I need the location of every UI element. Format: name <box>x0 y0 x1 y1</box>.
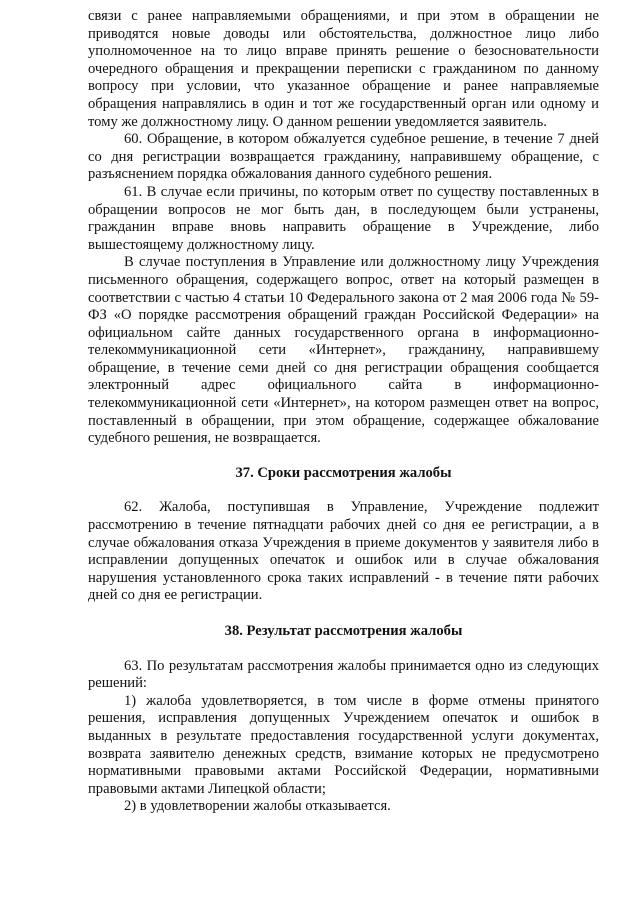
paragraph-60: 60. Обращение, в котором обжалуется судебное решение, в течение 7 дней со дня регистрации возвращается гражданину, направившему обращение, с разъяснением порядка обжалования данного судебного решения. <box>88 131 599 183</box>
paragraph-63-item-2: 2) в удовлетворении жалобы отказывается. <box>124 798 391 815</box>
paragraph-61-b: В случае поступления в Управление или должностному лицу Учреждения письменного обращения, содержащего вопрос, ответ на который размещен в соответствии с частью 4 статьи 10 Федерального закона от 2 мая 2006 года № 59-ФЗ «О порядке рассмотрения обращений граждан Российской Федерации» на официальном сайте данных государственного органа в информационно-телекоммуникационной сети «Интернет», гражданину, направившему обращение, в течение семи дней со дня регистрации обращения сообщается электронный адрес официального сайта в информационно-телекоммуникационной сети «Интернет», на котором размещен ответ на вопрос, поставленный в обращении, при этом обращение, содержащее обжалование судебного решения, не возвращается. <box>88 254 599 447</box>
paragraph-61: 61. В случае если причины, по которым ответ по существу поставленных в обращении вопросов не мог быть дан, в последующем были устранены, гражданин вправе вновь направить обращение в Учреждение, либо вышестоящему должностному лицу. <box>88 183 599 253</box>
section-heading-38: 38. Результат рассмотрения жалобы <box>224 623 463 639</box>
section-heading-37: 37. Сроки рассмотрения жалобы <box>235 464 452 481</box>
paragraph-62: 62. Жалоба, поступившая в Управление, Учреждение подлежит рассмотрению в течение пятнадцати рабочих дней со дня ее регистрации, а в случае обжалования отказа Учреждения в приеме документов у заявителя либо в исправлении допущенных опечаток и ошибок или в случае обжалования нарушения установленного срока таких исправлений - в течение пяти рабочих дней со дня ее регистрации. <box>88 499 599 604</box>
paragraph-63: 63. По результатам рассмотрения жалобы принимается одно из следующих решений: <box>88 657 599 692</box>
paragraph-continuation: связи с ранее направляемыми обращениями, и при этом в обращении не приводятся новые доводы или обстоятельства, должностное лицо либо уполномоченное на то лицо вправе принять решение о безосновательности очередного обращения и прекращении переписки с гражданином по данному вопросу при условии, что указанное обращение и ранее направляемые обращения направлялись в один и тот же государственный орган или одному и тому же должностному лицу. О данном решении уведомляется заявитель. <box>88 8 599 130</box>
paragraph-63-item-1: 1) жалоба удовлетворяется, в том числе в форме отмены принятого решения, исправления допущенных Учреждением опечаток и ошибок в выданных в результате предоставления государственной услуги документах, возврата заявителю денежных средств, взимание которых не предусмотрено нормативными правовыми актами Российской Федерации, нормативными правовыми актами Липецкой области; <box>88 692 599 797</box>
document-page <box>88 8 599 816</box>
